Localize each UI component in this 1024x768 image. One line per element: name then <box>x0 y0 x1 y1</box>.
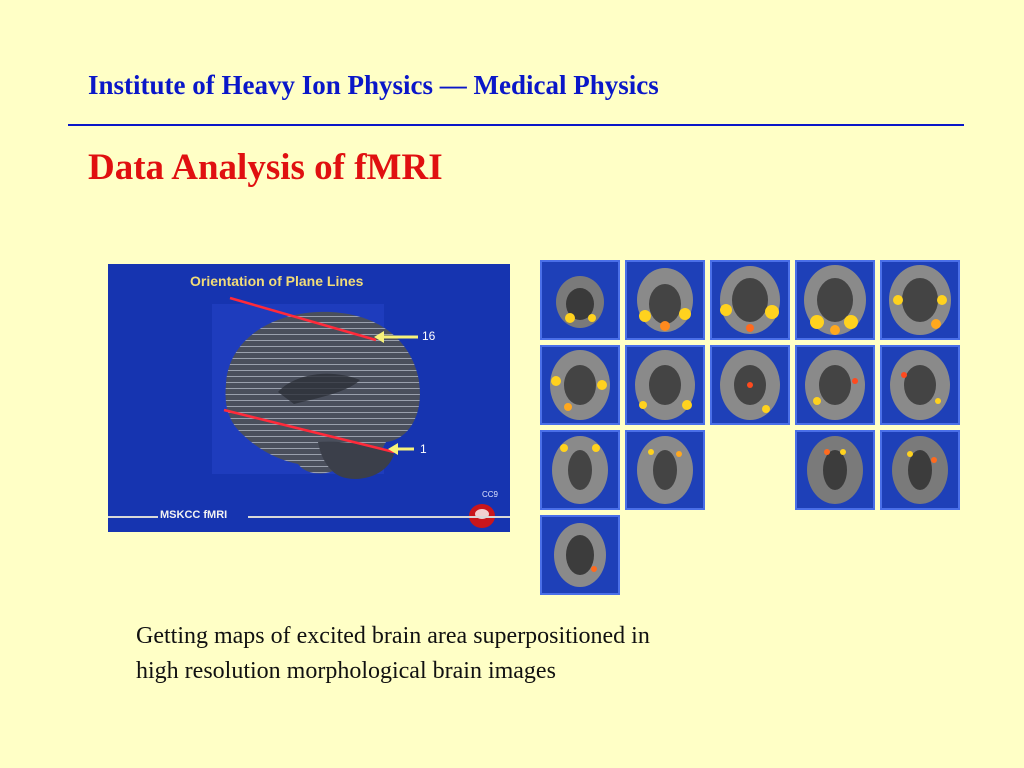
slice-tile <box>710 260 790 340</box>
plane-label-bottom: 1 <box>420 442 427 456</box>
header-divider <box>68 124 964 126</box>
slice-tile <box>540 515 620 595</box>
figure-corner-text: CC9 <box>482 490 499 499</box>
slice-tile <box>880 345 960 425</box>
caption-line-2: high resolution morphological brain images <box>136 658 556 684</box>
slice-tile <box>795 345 875 425</box>
slice-tile <box>540 345 620 425</box>
figure-title: Orientation of Plane Lines <box>190 273 364 289</box>
slide-title: Data Analysis of fMRI <box>88 147 443 188</box>
slice-tile <box>880 260 960 340</box>
slice-tile <box>540 430 620 510</box>
footer-line-left <box>108 516 158 518</box>
slice-tile <box>795 430 875 510</box>
slice-tile <box>540 260 620 340</box>
footer-line-right <box>248 516 510 518</box>
sagittal-brain-figure <box>108 264 510 532</box>
slide-caption <box>136 619 650 689</box>
slice-tile <box>795 260 875 340</box>
sagittal-brain-illustration <box>108 264 510 532</box>
caption-line-1: Getting maps of excited brain area superpositioned in <box>136 623 650 649</box>
figure-footer: MSKCC fMRI <box>160 509 228 521</box>
plane-label-top: 16 <box>422 329 436 343</box>
slice-tile <box>625 260 705 340</box>
slice-tile <box>880 430 960 510</box>
slice-tile <box>710 345 790 425</box>
axial-slices-grid <box>538 258 968 600</box>
slide-header: Institute of Heavy Ion Physics — Medical Physics <box>88 70 659 100</box>
slice-tile <box>625 430 705 510</box>
slice-tile <box>625 345 705 425</box>
